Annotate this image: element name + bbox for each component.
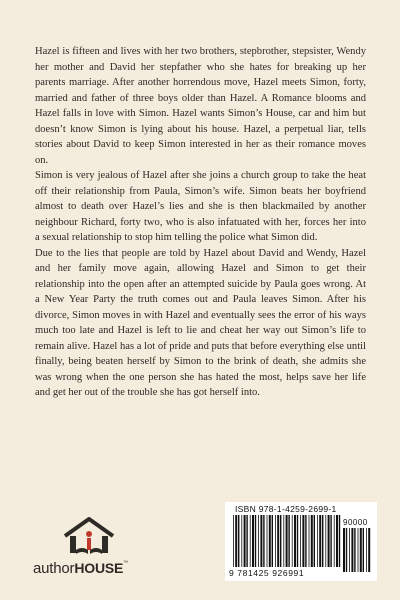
blurb-paragraph-3: Due to the lies that people are told by Hazel about David and Wendy, Hazel and her family move again, allowing Hazel and Simon to get their relationship into the open after an attempted suicide by Paula goes wrong. At a New Year Party the truth comes out and Paula leaves Simon. After his divorce, Simon moves in with Hazel and eventually sees the error of his ways much too late and Hazel is left to lie and cheat her way out Simon’s life to remain alive. Hazel has a lot of pride and puts that before everything else until finally, being beaten herself by Simon to the brink of death, she admits she was wrong when the one person she has hated the most, helps save her life and get her out of the trouble she has got herself into. xyxy=(35,247,366,398)
publisher-name: authorHOUSE™ xyxy=(33,560,128,577)
back-cover-blurb xyxy=(35,44,366,401)
price-code: 90000 xyxy=(343,518,368,527)
publisher-logo xyxy=(33,516,143,578)
price-barcode-bars xyxy=(343,528,371,574)
blurb-paragraph-1: Hazel is fifteen and lives with her two brothers, stepbrother, stepsister, Wendy her mother and David her stepfather who she hates for breaking up her parents marriage. After another horrendous move, Hazel meets Simon, forty, married and father of three boys older than Hazel. A Romance blooms and Hazel falls in love with Simon. Hazel wants Simon’s House, car and him but doesn’t know Simon is lying about his house. Hazel, a perpetual liar, tells stories about David to keep Simon interested in her as their romance moves on. xyxy=(35,46,366,166)
isbn-barcode xyxy=(225,502,377,581)
blurb-paragraph-2: Simon is very jealous of Hazel after she joins a church group to take the heat off their relationship from Paula, Simon’s wife. Simon beats her boyfriend almost to death over Hazel’s lies and she is then blackmailed by another neighbour Richard, forty two, who is also infatuated with her, forces her into a sexual relationship to stop him telling the police what Simon did. xyxy=(35,170,366,243)
barcode-bars xyxy=(233,515,341,569)
isbn-label: ISBN 978-1-4259-2699-1 xyxy=(235,504,337,514)
barcode-digits: 9 781425 926991 xyxy=(229,568,305,578)
house-book-icon xyxy=(61,516,117,558)
